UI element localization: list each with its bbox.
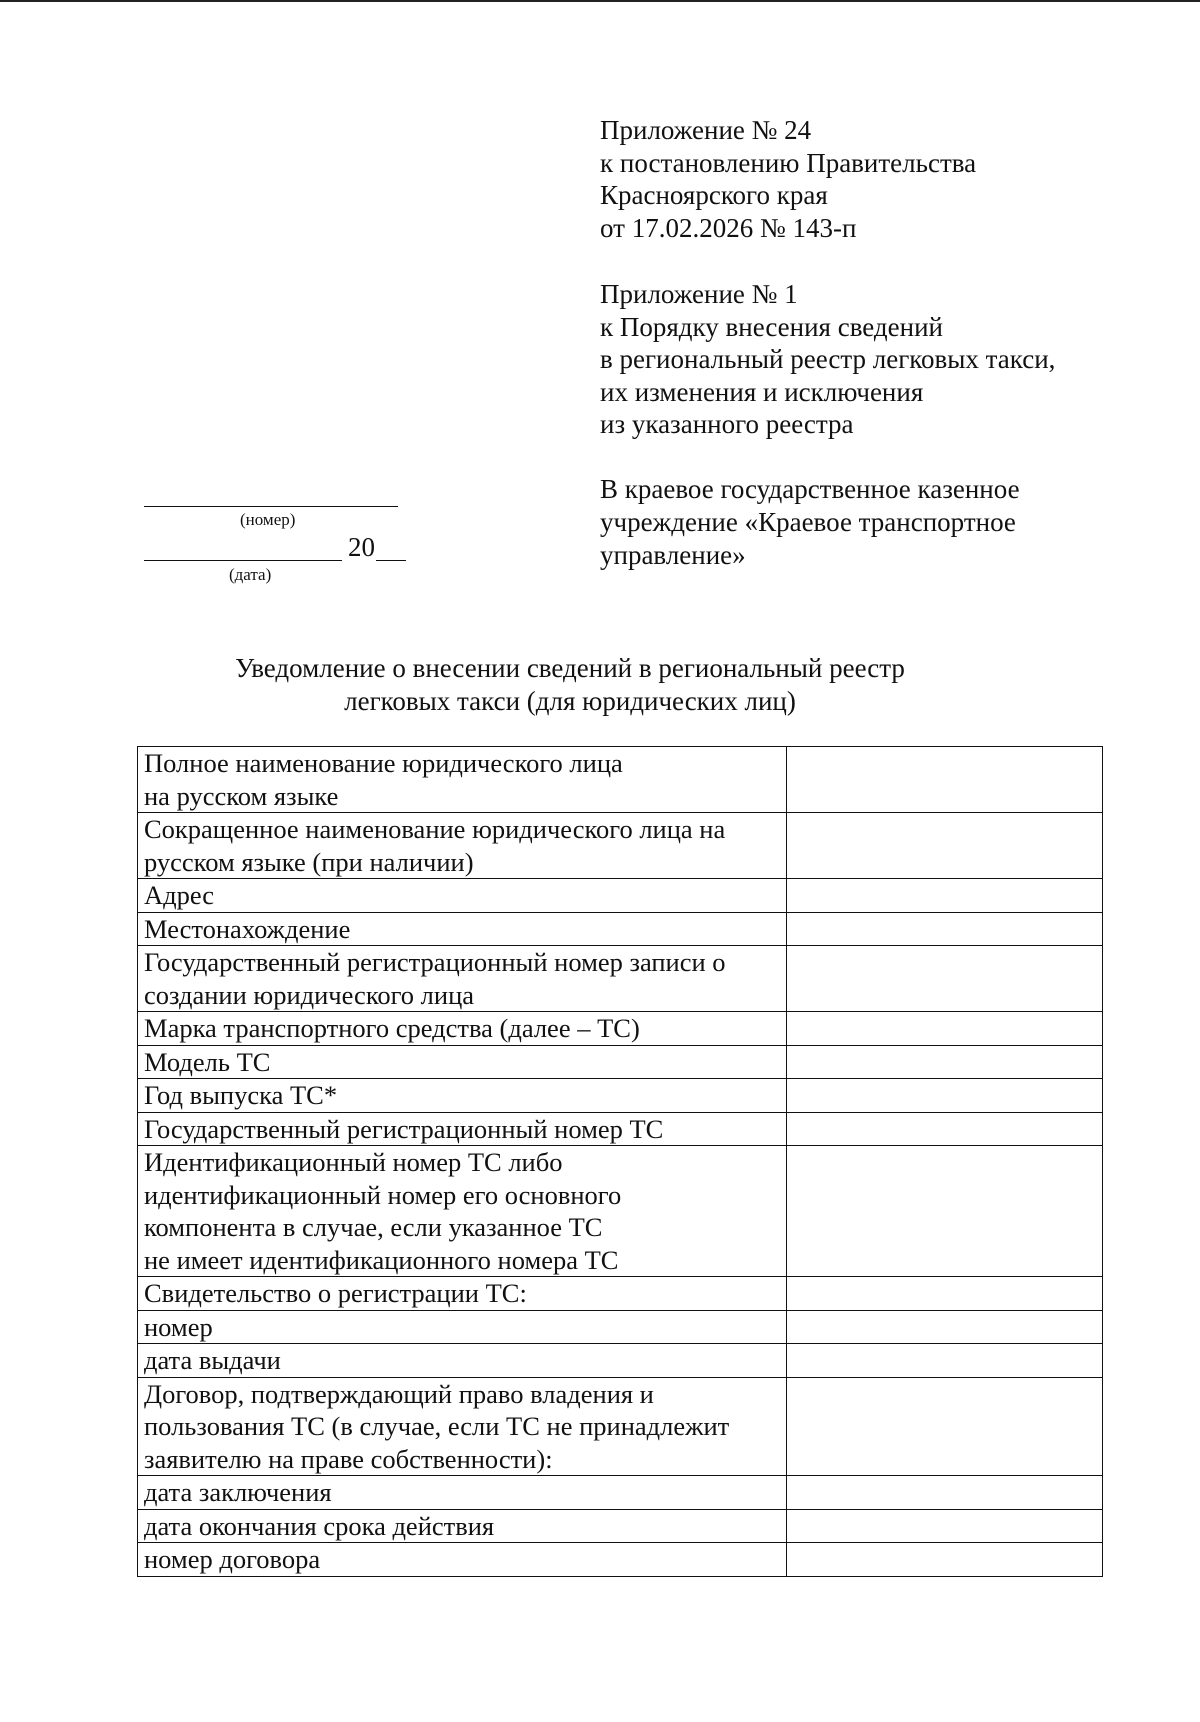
form-row-label xyxy=(138,1509,787,1543)
appendix-24-header xyxy=(600,114,1120,244)
form-row-label-line: пользования ТС (в случае, если ТС не принадлежит xyxy=(144,1411,730,1441)
form-row-label-line: Идентификационный номер ТС либо xyxy=(144,1147,563,1177)
number-blank-line[interactable] xyxy=(144,506,398,507)
form-row-value[interactable] xyxy=(786,1112,1102,1146)
form-row-value[interactable] xyxy=(786,1377,1102,1476)
form-row-label xyxy=(138,1079,787,1113)
appendix-1-line: в региональный реестр легковых такси, xyxy=(600,344,1056,374)
form-row-value[interactable] xyxy=(786,1277,1102,1311)
year-prefix: 20 xyxy=(348,532,375,562)
form-row-label-line: номер договора xyxy=(144,1544,321,1574)
form-row xyxy=(138,1277,1103,1311)
form-row xyxy=(138,1146,1103,1277)
addressee-line: В краевое государственное казенное xyxy=(600,474,1020,504)
form-row-value[interactable] xyxy=(786,747,1102,813)
form-row-value[interactable] xyxy=(786,1146,1102,1277)
appendix-1-line: Приложение № 1 xyxy=(600,279,798,309)
form-row-value[interactable] xyxy=(786,912,1102,946)
form-row xyxy=(138,1045,1103,1079)
appendix-24-line: Приложение № 24 xyxy=(600,115,812,145)
form-row-label-line: Год выпуска ТС* xyxy=(144,1080,338,1110)
form-row-label-line: Свидетельство о регистрации ТС: xyxy=(144,1278,527,1308)
form-row-label-line: Местонахождение xyxy=(144,913,351,944)
form-row xyxy=(138,1079,1103,1113)
document-title xyxy=(170,652,970,718)
form-row-value[interactable] xyxy=(786,1476,1102,1510)
form-row-label xyxy=(138,747,787,813)
form-row-label xyxy=(138,879,787,913)
form-row-value[interactable] xyxy=(786,1079,1102,1113)
notification-form-table xyxy=(137,746,1103,1577)
form-row-label-line: компонента в случае, если указанное ТС xyxy=(144,1212,603,1242)
form-row xyxy=(138,1476,1103,1510)
form-row-value[interactable] xyxy=(786,1509,1102,1543)
form-row xyxy=(138,879,1103,913)
form-row xyxy=(138,1377,1103,1476)
form-row xyxy=(138,1310,1103,1344)
form-row-value[interactable] xyxy=(786,1045,1102,1079)
document-title-line: Уведомление о внесении сведений в региональный реестр xyxy=(235,653,905,683)
form-row-label-line: дата заключения xyxy=(144,1477,332,1507)
form-row-label-line: заявителю на праве собственности): xyxy=(144,1443,553,1474)
form-row xyxy=(138,747,1103,813)
date-caption: (дата) xyxy=(229,565,272,584)
form-row-label-line: Модель ТС xyxy=(144,1046,271,1077)
form-row-label xyxy=(138,1012,787,1046)
form-row-label-line: создании юридического лица xyxy=(144,979,475,1010)
addressee-block xyxy=(600,473,1120,572)
addressee-line: управление» xyxy=(600,540,746,570)
form-row-label xyxy=(138,1045,787,1079)
addressee-line: учреждение «Краевое транспортное xyxy=(600,507,1016,537)
form-row-label xyxy=(138,912,787,946)
form-row-label-line: Государственный регистрационный номер записи о xyxy=(144,947,726,977)
appendix-24-line: Красноярского края xyxy=(600,180,828,210)
form-row-label xyxy=(138,1543,787,1577)
form-row-label-line: Договор, подтверждающий право владения и xyxy=(144,1378,654,1409)
year-blank-line[interactable] xyxy=(376,560,406,561)
form-row-label-line: дата окончания срока действия xyxy=(144,1510,495,1541)
form-row-label-line: на русском языке xyxy=(144,780,339,811)
form-row-label xyxy=(138,1344,787,1378)
appendix-1-header xyxy=(600,278,1120,441)
form-row-label xyxy=(138,1277,787,1311)
form-row-label-line: номер xyxy=(144,1311,213,1342)
form-row xyxy=(138,813,1103,879)
form-row-value[interactable] xyxy=(786,946,1102,1012)
form-row-value[interactable] xyxy=(786,813,1102,879)
form-row-value[interactable] xyxy=(786,1344,1102,1378)
form-row xyxy=(138,1012,1103,1046)
form-row-label xyxy=(138,1310,787,1344)
form-row-label-line: Адрес xyxy=(144,880,215,910)
number-caption: (номер) xyxy=(240,510,296,529)
form-row-label xyxy=(138,1112,787,1146)
form-row-label xyxy=(138,946,787,1012)
form-row xyxy=(138,1112,1103,1146)
form-row-label-line: русском языке (при наличии) xyxy=(144,846,474,877)
page-top-border xyxy=(0,0,1200,2)
form-row xyxy=(138,912,1103,946)
form-row-label-line: не имеет идентификационного номера ТС xyxy=(144,1244,619,1275)
appendix-1-line: из указанного реестра xyxy=(600,409,854,439)
form-row-label-line: Марка транспортного средства (далее – ТС) xyxy=(144,1013,640,1043)
form-row-value[interactable] xyxy=(786,1543,1102,1577)
form-row-label-line: Полное наименование юридического лица xyxy=(144,748,623,778)
form-row-label xyxy=(138,1146,787,1277)
document-title-line: легковых такси (для юридических лиц) xyxy=(344,686,796,716)
form-row-label xyxy=(138,1476,787,1510)
form-row-label-line: Сокращенное наименование юридического лица на xyxy=(144,814,726,844)
form-row-label-line: Государственный регистрационный номер ТС xyxy=(144,1113,664,1144)
form-row-label-line: идентификационный номер его основного xyxy=(144,1179,622,1210)
form-row xyxy=(138,946,1103,1012)
form-row-value[interactable] xyxy=(786,1012,1102,1046)
form-row-label xyxy=(138,813,787,879)
registration-fields xyxy=(144,476,414,586)
form-row-value[interactable] xyxy=(786,1310,1102,1344)
form-row-label xyxy=(138,1377,787,1476)
appendix-1-line: их изменения и исключения xyxy=(600,376,924,407)
form-row xyxy=(138,1509,1103,1543)
form-row xyxy=(138,1543,1103,1577)
date-blank-line[interactable] xyxy=(144,560,342,561)
appendix-24-line: к постановлению Правительства xyxy=(600,147,977,178)
form-row-label-line: дата выдачи xyxy=(144,1345,281,1375)
appendix-1-line: к Порядку внесения сведений xyxy=(600,311,943,342)
appendix-24-line: от 17.02.2026 № 143-п xyxy=(600,212,857,243)
form-row xyxy=(138,1344,1103,1378)
form-row-value[interactable] xyxy=(786,879,1102,913)
